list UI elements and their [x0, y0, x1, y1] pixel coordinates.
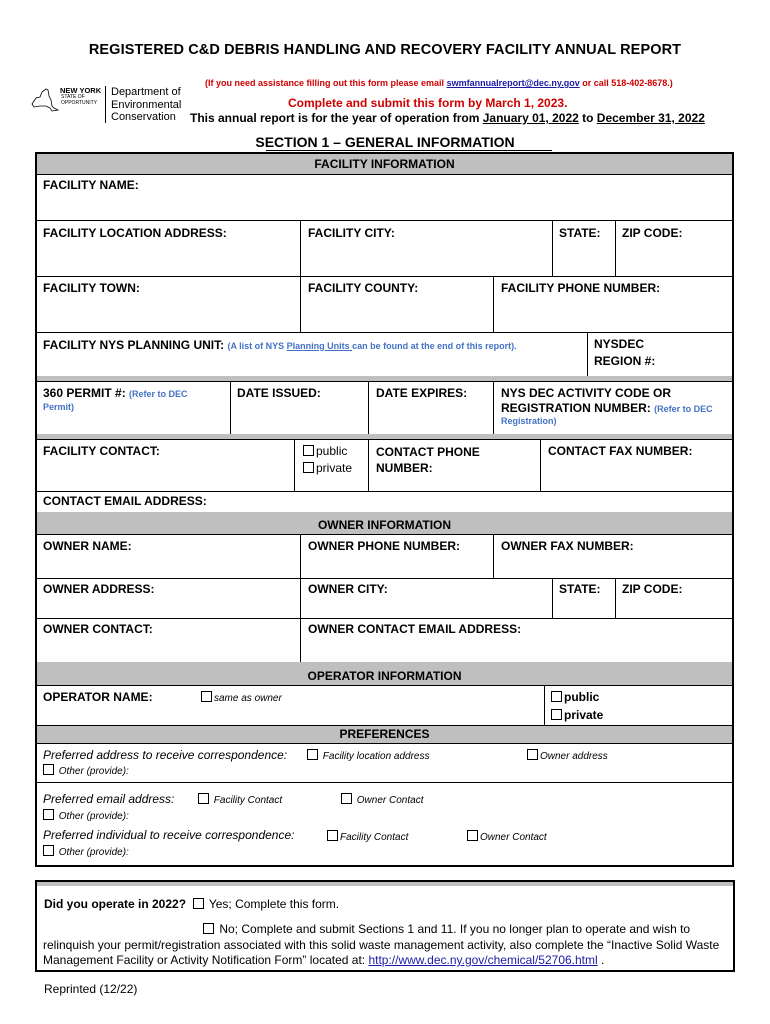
pref-email-other-option[interactable] — [43, 809, 129, 822]
rule — [230, 381, 231, 434]
pref-individual-owner-label: Owner Contact — [480, 832, 547, 843]
facility-city-label: FACILITY CITY: — [308, 226, 395, 240]
planning-unit-text: FACILITY NYS PLANNING UNIT: — [43, 338, 228, 352]
owner-city-label: OWNER CITY: — [308, 582, 388, 596]
pref-email-question: Preferred email address: — [43, 792, 175, 806]
pref-address-facility-option[interactable] — [307, 749, 430, 762]
planning-note-suffix: can be found at the end of this report). — [352, 341, 517, 351]
logo-dept-line-3: Conservation — [111, 111, 176, 123]
checkbox-icon[interactable] — [43, 764, 54, 775]
facility-zip-label: ZIP CODE: — [622, 226, 683, 240]
facility-location-label: FACILITY LOCATION ADDRESS: — [43, 226, 227, 240]
contact-private-option[interactable] — [303, 461, 352, 475]
checkbox-icon[interactable] — [551, 691, 562, 702]
form-title: REGISTERED C&D DEBRIS HANDLING AND RECOVERY FACILITY ANNUAL REPORT — [88, 42, 682, 58]
operation-no-text: No; Complete and submit Sections 1 and 11. If you no longer plan to operate and wish to relinquish your permit/registration associated with this solid waste management activity, also complete the “Inactive Solid Waste Management Facility or Activity Notification Form” located at: — [43, 922, 720, 967]
logo-state-name: NEW YORK — [60, 86, 102, 95]
pref-email-facility-label: Facility Contact — [213, 795, 283, 806]
pref-address-owner-label: Owner address — [540, 751, 608, 762]
rule — [37, 578, 732, 579]
same-as-owner-label: same as owner — [214, 693, 282, 704]
rule — [300, 578, 301, 618]
year-start: January 01, 2022 — [482, 111, 579, 125]
operator-public-label: public — [564, 690, 600, 704]
year-prefix: This annual report is for the year of operation from — [190, 111, 483, 125]
checkbox-icon[interactable] — [551, 709, 562, 720]
rule — [300, 220, 301, 276]
rule — [587, 332, 588, 376]
contact-email-label: CONTACT EMAIL ADDRESS: — [43, 494, 207, 508]
owner-info-header: OWNER INFORMATION — [37, 517, 732, 534]
rule — [544, 685, 545, 725]
permit-note-1: (Refer to DEC — [129, 389, 188, 399]
activity-text: REGISTRATION NUMBER: — [501, 401, 655, 415]
permit-note-2: Permit) — [43, 402, 75, 412]
permit-label — [43, 386, 188, 400]
rule — [552, 578, 553, 618]
contact-phone-label — [376, 444, 480, 476]
rule — [37, 685, 732, 686]
rule — [615, 578, 616, 618]
rule — [368, 381, 369, 434]
operation-yes-label: Yes; Complete this form. — [208, 897, 340, 911]
checkbox-icon[interactable] — [341, 793, 352, 804]
pref-individual-other-option[interactable] — [43, 845, 129, 858]
section-title-underline — [266, 150, 552, 151]
rule — [493, 276, 494, 332]
rule — [37, 534, 732, 535]
rule — [615, 220, 616, 276]
rule — [37, 381, 732, 382]
logo-dept-line-2: Environmental — [111, 98, 182, 111]
operator-private-option[interactable] — [551, 708, 603, 722]
pref-individual-other-label: Other (provide): — [58, 847, 129, 858]
rule — [294, 439, 295, 491]
pref-individual-owner-option[interactable] — [467, 830, 547, 843]
rule — [37, 618, 732, 619]
year-end: December 31, 2022 — [596, 111, 705, 125]
pref-individual-facility-label: Facility Contact — [340, 832, 409, 843]
pref-email-other-label: Other (provide): — [58, 811, 129, 822]
owner-fax-label: OWNER FAX NUMBER: — [501, 539, 634, 553]
activity-code-label-2 — [501, 401, 713, 415]
checkbox-icon[interactable] — [307, 749, 318, 760]
contact-fax-label: CONTACT FAX NUMBER: — [548, 444, 693, 458]
facility-name-label: FACILITY NAME: — [43, 178, 139, 192]
planning-note-prefix: (A list of NYS — [227, 341, 287, 351]
pref-address-facility-label: Facility location address — [322, 751, 430, 762]
permit-text: 360 PERMIT #: — [43, 386, 130, 400]
pref-individual-question: Preferred individual to receive correspondence: — [43, 828, 295, 842]
private-label: private — [316, 461, 353, 475]
section-title: SECTION 1 – GENERAL INFORMATION — [255, 134, 515, 150]
operation-question: Did you operate in 2022? — [44, 897, 187, 911]
logo-state-subtitle: STATE OF OPPORTUNITY — [61, 94, 98, 106]
checkbox-icon[interactable] — [467, 830, 478, 841]
no-checkbox-icon[interactable] — [203, 923, 214, 934]
pref-individual-facility-option[interactable] — [327, 830, 408, 843]
facility-phone-label: FACILITY PHONE NUMBER: — [501, 281, 661, 295]
contact-phone-line-1: CONTACT PHONE — [376, 445, 480, 459]
pref-email-facility-option[interactable] — [198, 793, 282, 806]
owner-state-label: STATE: — [559, 582, 601, 596]
year-to: to — [578, 111, 597, 125]
inactive-form-link[interactable]: http://www.dec.ny.gov/chemical/52706.html — [368, 953, 598, 967]
checkbox-icon[interactable] — [43, 845, 54, 856]
region-line-2: REGION #: — [594, 354, 656, 368]
rule — [300, 276, 301, 332]
rule — [37, 276, 732, 277]
pref-email-owner-label: Owner Contact — [356, 795, 424, 806]
date-expires-label: DATE EXPIRES: — [376, 386, 468, 400]
rule — [37, 491, 732, 492]
planning-unit-note — [227, 341, 516, 351]
operation-question-box — [35, 880, 735, 972]
checkbox-icon[interactable] — [527, 749, 538, 760]
planning-unit-label — [43, 338, 517, 352]
owner-name-label: OWNER NAME: — [43, 539, 132, 553]
logo-dept-line-1: Department of — [111, 86, 181, 98]
checkbox-icon[interactable] — [198, 793, 209, 804]
rule — [37, 743, 732, 744]
rule — [368, 439, 369, 491]
owner-phone-label: OWNER PHONE NUMBER: — [308, 539, 460, 553]
nysdec-region-label — [594, 336, 655, 370]
activity-note-1: (Refer to DEC — [654, 404, 713, 414]
ny-state-map-icon — [30, 84, 60, 116]
pref-address-other-option[interactable] — [43, 764, 129, 777]
rule — [37, 220, 732, 221]
checkbox-icon[interactable] — [303, 445, 314, 456]
pref-address-question: Preferred address to receive correspondence: — [43, 748, 288, 762]
pref-address-other-label: Other (provide): — [58, 766, 129, 777]
rule — [37, 174, 732, 175]
operator-private-label: private — [564, 708, 604, 722]
rule — [300, 618, 301, 662]
rule — [493, 381, 494, 434]
checkbox-icon[interactable] — [303, 462, 314, 473]
owner-address-label: OWNER ADDRESS: — [43, 582, 155, 596]
operation-no-end: . — [597, 953, 605, 967]
rule — [37, 439, 732, 440]
contact-phone-line-2: NUMBER: — [376, 461, 433, 475]
planning-units-link[interactable]: Planning Units — [286, 341, 353, 351]
facility-town-label: FACILITY TOWN: — [43, 281, 140, 295]
activity-note-2: Registration) — [501, 416, 557, 426]
preferences-header: PREFERENCES — [37, 726, 732, 743]
same-as-owner-option[interactable] — [201, 691, 282, 704]
owner-contact-label: OWNER CONTACT: — [43, 622, 153, 636]
operator-info-header: OPERATOR INFORMATION — [37, 667, 732, 685]
facility-contact-label: FACILITY CONTACT: — [43, 444, 160, 458]
region-line-1: NYSDEC — [594, 337, 645, 351]
rule — [540, 439, 541, 491]
owner-zip-label: ZIP CODE: — [622, 582, 683, 596]
rule — [493, 534, 494, 578]
logo-department — [111, 86, 181, 124]
checkbox-icon[interactable] — [327, 830, 338, 841]
rule — [37, 332, 732, 333]
public-label: public — [316, 444, 348, 458]
assistance-note — [205, 78, 673, 88]
facility-county-label: FACILITY COUNTY: — [308, 281, 419, 295]
assist-email-link[interactable]: swmfannualreport@dec.ny.gov — [446, 78, 580, 88]
operator-name-label: OPERATOR NAME: — [43, 690, 153, 704]
checkbox-icon[interactable] — [201, 691, 212, 702]
operation-no-paragraph — [43, 922, 727, 969]
assist-suffix: or call 518-402-8678.) — [579, 78, 673, 88]
report-year-line — [190, 111, 705, 125]
operation-box-top-bar — [37, 882, 733, 886]
activity-code-label-1: NYS DEC ACTIVITY CODE OR — [501, 386, 672, 400]
owner-contact-email-label: OWNER CONTACT EMAIL ADDRESS: — [308, 622, 522, 636]
logo-divider — [105, 86, 106, 123]
rule — [552, 220, 553, 276]
facility-info-header: FACILITY INFORMATION — [37, 154, 732, 174]
assist-prefix: (If you need assistance filling out this form please email — [205, 78, 447, 88]
reprinted-date: Reprinted (12/22) — [44, 982, 138, 996]
contact-public-option[interactable] — [303, 444, 347, 458]
pref-address-owner-option[interactable] — [527, 749, 608, 762]
facility-state-label: STATE: — [559, 226, 601, 240]
checkbox-icon[interactable] — [43, 809, 54, 820]
operation-question-line — [44, 897, 339, 911]
deadline-note: Complete and submit this form by March 1, 2023. — [288, 96, 568, 110]
yes-checkbox-icon[interactable] — [193, 898, 204, 909]
rule — [300, 534, 301, 578]
date-issued-label: DATE ISSUED: — [237, 386, 321, 400]
nysdec-logo — [30, 84, 190, 126]
rule — [37, 782, 732, 783]
operator-public-option[interactable] — [551, 690, 599, 704]
pref-email-owner-option[interactable] — [341, 793, 423, 806]
